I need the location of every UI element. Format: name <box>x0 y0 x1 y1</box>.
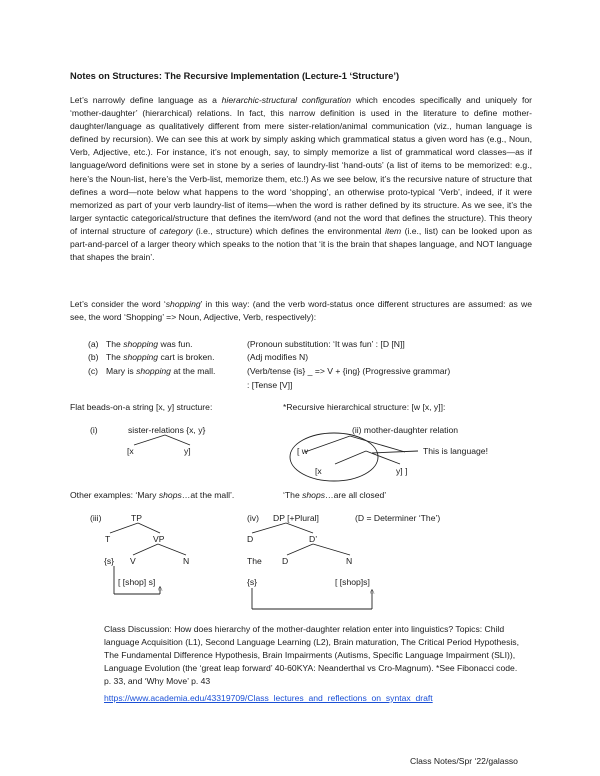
tree-iii-bracket: [ [shop] s] <box>118 577 156 587</box>
other-examples-line: Other examples: ‘Mary shops…at the mall’. <box>70 490 235 500</box>
tree-iv-label: (iv) <box>247 513 259 523</box>
academia-link[interactable]: https://www.academia.edu/43319709/Class_lectures_and_reflections_on_syntax_draft <box>104 693 433 703</box>
example-c-label: (c) <box>88 366 99 376</box>
example-b-sentence: The shopping cart is broken. <box>106 352 215 362</box>
tree-iv-n: N <box>346 556 353 566</box>
page-title: Notes on Structures: The Recursive Implementation (Lecture-1 ‘Structure’) <box>70 71 400 81</box>
tree-iv-det-note: (D = Determiner ‘The’) <box>355 513 441 523</box>
diagram-i-top: sister-relations {x, y} <box>128 425 206 435</box>
example-c-tense: : [Tense [V]] <box>247 380 293 390</box>
tree-iii-n: N <box>183 556 190 566</box>
flat-structure-heading: Flat beads-on-a string [x, y] structure: <box>70 402 213 412</box>
tree-iii-t: T <box>105 534 111 544</box>
diagram-ii-y: y] ] <box>396 466 408 476</box>
shopping-paragraph: Let’s consider the word ‘shopping’ in this way: (and the verb word-status once different structures are assumed: as we see, the word ‘Shopping’ => Noun, Adjective, Verb, respectively): <box>70 299 532 323</box>
diagram-i-left: [x <box>127 446 134 456</box>
example-c-sentence: Mary is shopping at the mall. <box>106 366 216 376</box>
tree-iv-the: The <box>247 556 262 566</box>
diagram-ii-x: [x <box>315 466 322 476</box>
tree-iv-bracket: [ [shop]s] <box>335 577 370 587</box>
footer-note: Class Notes/Spr ‘22/galasso <box>410 756 518 766</box>
tree-iii-v: V <box>130 556 136 566</box>
tree-iii-vp: VP <box>153 534 165 544</box>
example-b-label: (b) <box>88 352 99 362</box>
tree-iv-d2: D <box>282 556 289 566</box>
tree-iii-s: {s} <box>104 556 115 566</box>
tree-iv-d: D <box>247 534 254 544</box>
class-discussion: Class Discussion: How does hierarchy of the mother-daughter relation enter into linguistics? Topics: Child language Acquisition (L1), Second Language Learning (L2), Brain maturation, The Critical Period Hypothesis, The Fundamental Difference Hypothesis, Brain Impairments (Autisms, Specific Language Impairment (SLI)), Language Evolution (the ‘great leap forward’ 40-60KYA: Neanderthal vs Cro-Magnum). *See Fibonacci code. p. 33, and ‘Why Move’ p. 43 <box>104 624 519 686</box>
diagram-i-label: (i) <box>90 425 98 435</box>
diagram-ii-note: This is language! <box>423 446 488 456</box>
diagram-ii-w: [ w <box>297 446 308 456</box>
tree-iii-tp: TP <box>131 513 142 523</box>
tree-iv-s: {s} <box>247 577 258 587</box>
tree-iv-dprime: D’ <box>309 534 318 544</box>
diagram-ii-label: (ii) mother-daughter relation <box>352 425 459 435</box>
example-a-sentence: The shopping was fun. <box>106 339 193 349</box>
example-a-label: (a) <box>88 339 99 349</box>
diagram-i-right: y] <box>184 446 191 456</box>
tree-iv-dp: DP [+Plural] <box>273 513 319 523</box>
intro-paragraph: Let’s narrowly define language as a hierarchic-structural configuration which encodes specifically and uniquely for ‘mother-daughter’ (hierarchical) relations. In fact, this narrow definition is used in the literature to define mother-daughter/language as qualitatively different from mere sister-relation/animal communication (viz., human language is defined by recursion). We can see this at work by simply asking which grammatical status a given word has (e.g., Noun, Verb, Adjective, etc.). For instance, it’s not enough, say, to simply memorize a list of grammatical word classes—as if language/word definitions were set in stone by a series of laundry-list ‘hand-outs’ (a list of items to be memorized: e.g., here’s the Noun-list, here’s the Verb-list, memorize them, etc.!) As we see below, it’s the recursive nature of structure that defines a word—note below what happens to the word ‘shopping’, an otherwise proto-typical ‘Verb’, indeed, if it were memorized as part of your verb laundry-list of items—when the word is rather defined by its structure. As we see, it’s the larger syntactic categorical/structure that defines the item/word (and not the word that defines the structure). This theory of internal structure of category (i.e., structure) which defines the environmental item (i.e., list) can be looked upon as part-and-parcel of a larger theory which speaks to the notion that ‘it is the brain that shapes language, and NOT language that shapes the brain’. <box>70 95 532 263</box>
example-a-note: (Pronoun substitution: ‘It was fun’ : [D [N]] <box>247 339 405 349</box>
example-b-note: (Adj modifies N) <box>247 352 309 362</box>
other-examples-line-2: ‘The shops…are all closed’ <box>283 490 387 500</box>
example-c-note: (Verb/tense {is} _ => V + {ing} (Progressive grammar) <box>247 366 451 376</box>
tree-iii-label: (iii) <box>90 513 102 523</box>
recursive-structure-heading: *Recursive hierarchical structure: [w [x, y]]: <box>283 402 446 412</box>
